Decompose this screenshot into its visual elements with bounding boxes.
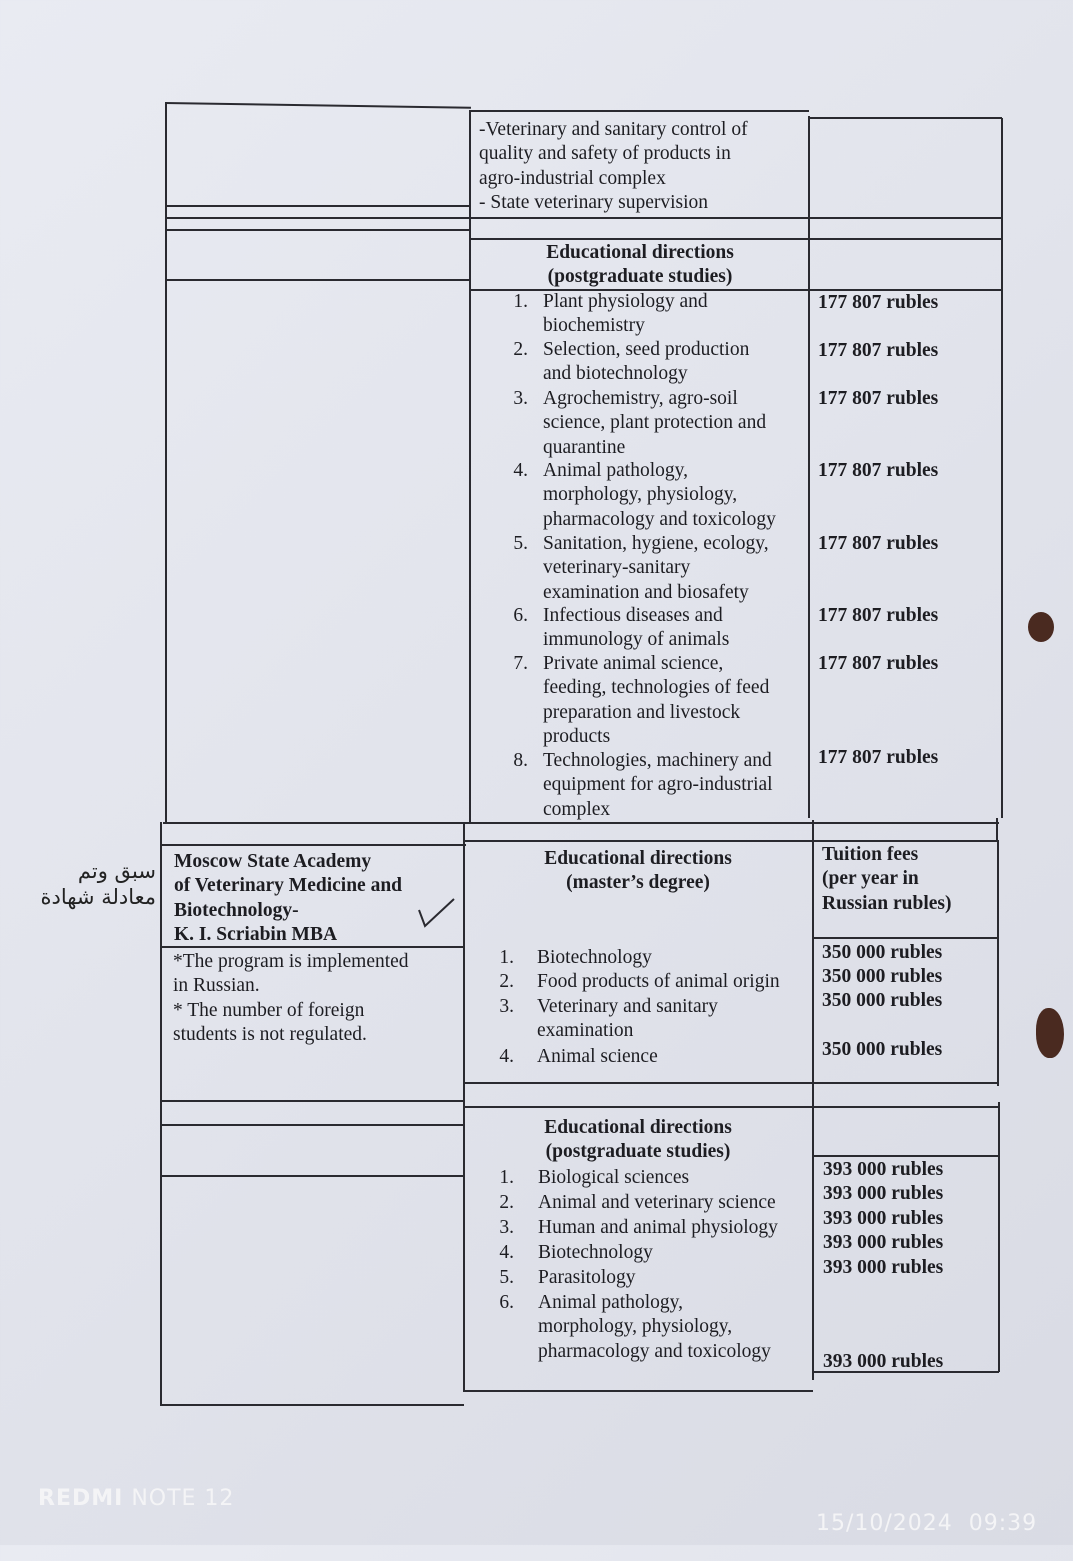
list-number: 2. (499, 1192, 514, 1213)
row-line-p (812, 1155, 999, 1157)
list-item-line: Animal pathology, (538, 1292, 683, 1313)
tuition-fee: 177 807 rubles (818, 653, 939, 674)
list-number: 7. (513, 653, 528, 674)
tuition-fee: 177 807 rubles (818, 460, 939, 481)
tuition-fee: 393 000 rubles (823, 1351, 944, 1372)
fee-header-line: Russian rubles) (822, 892, 952, 914)
list-item-line: Biological sciences (538, 1167, 690, 1188)
list-item-line: Animal pathology, (543, 460, 688, 481)
table-border-right-lower-1 (997, 840, 999, 1086)
ink-stain (1028, 612, 1054, 642)
list-item-line: Food products of animal origin (537, 971, 780, 992)
list-number: 6. (499, 1292, 514, 1313)
section-header-line: (postgraduate studies) (545, 1141, 731, 1163)
row-line-top-mid (469, 110, 809, 112)
list-number: 5. (513, 533, 528, 554)
list-item-text (543, 459, 776, 532)
university-name-line: Biotechnology- (174, 899, 299, 921)
tuition-fee: 177 807 rubles (818, 340, 939, 361)
section-header-line: Educational directions (544, 848, 732, 869)
row-line-q (160, 1175, 464, 1177)
row-line-i (463, 840, 998, 842)
list-item-line: examination (537, 1020, 634, 1042)
tuition-fee: 177 807 rubles (818, 388, 939, 409)
row-line-top-right (808, 117, 1002, 119)
list-item-line: immunology of animals (543, 629, 730, 651)
fee-header-line: Tuition fees (822, 844, 919, 865)
specialty-line: - State veterinary supervision (479, 191, 709, 213)
list-item-text (538, 1266, 636, 1290)
list-number: 2. (513, 339, 528, 360)
list-item-line: Animal science (537, 1046, 658, 1067)
list-item-line: Animal and veterinary science (538, 1192, 776, 1213)
list-number: 2. (499, 971, 514, 992)
row-line-bottom (160, 1404, 464, 1406)
list-item-line: morphology, physiology, (543, 484, 738, 506)
table-border-left-upper (165, 102, 167, 822)
tuition-fee: 350 000 rubles (822, 966, 943, 987)
list-item-text (538, 1291, 771, 1364)
handwritten-line: سبق وتم (77, 859, 156, 883)
device-model: NOTE 12 (131, 1486, 235, 1511)
device-brand: REDMI (38, 1486, 124, 1511)
list-item-line: equipment for agro-industrial (543, 774, 773, 796)
university-name-line: of Veterinary Medicine and (174, 875, 403, 897)
list-number: 1. (499, 947, 514, 968)
section-header-line: Educational directions (546, 242, 734, 263)
list-item-line: Biotechnology (538, 1242, 653, 1263)
list-number: 8. (513, 750, 528, 771)
list-item-text (543, 604, 729, 653)
specialty-text (479, 118, 748, 215)
list-item-line: Selection, seed production (543, 339, 750, 360)
list-item-text (537, 946, 652, 970)
row-line-k (812, 937, 998, 939)
list-item-line: examination and biosafety (543, 581, 749, 603)
note-line: students is not regulated. (173, 1023, 367, 1045)
list-item-line: Infectious diseases and (543, 605, 723, 626)
specialty-line: -Veterinary and sanitary control of (479, 119, 748, 140)
row-line-h (160, 844, 466, 846)
row-line-b (165, 217, 1001, 219)
list-item-line: products (543, 725, 611, 747)
tuition-fee: 393 000 rubles (823, 1257, 944, 1278)
table-border-right-upper (1001, 118, 1003, 818)
list-item-text (543, 387, 766, 460)
note-line: in Russian. (173, 975, 260, 997)
row-line-top-left (165, 102, 471, 108)
tuition-fee: 177 807 rubles (818, 292, 939, 313)
university-name-line: K. I. Scriabin MBA (174, 923, 338, 945)
list-item-line: and biotechnology (543, 363, 688, 385)
ink-stain (1036, 1008, 1064, 1058)
section-header-postgraduate-2 (464, 1116, 812, 1165)
list-item-line: complex (543, 798, 611, 820)
photo-datetime: 15/10/2024 09:39 (815, 1511, 1038, 1536)
list-item-line: Sanitation, hygiene, ecology, (543, 533, 769, 554)
section-header-masters (464, 847, 812, 896)
camera-watermark-brand (38, 1486, 234, 1511)
list-item-line: biochemistry (543, 315, 645, 337)
fee-header-line: (per year in (822, 868, 919, 890)
list-number: 3. (499, 1217, 514, 1238)
list-number: 4. (499, 1046, 514, 1067)
tuition-fee: 393 000 rubles (823, 1208, 944, 1229)
section-header-line: (master’s degree) (566, 872, 710, 894)
list-item-line: feeding, technologies of feed (543, 677, 770, 699)
list-item-text (543, 749, 773, 822)
list-number: 1. (513, 291, 528, 312)
list-item-text (538, 1241, 653, 1265)
list-item-line: morphology, physiology, (538, 1316, 733, 1338)
handwritten-annotation (6, 858, 156, 910)
row-line-s (463, 1390, 813, 1392)
list-item-line: Parasitology (538, 1267, 636, 1288)
list-number: 5. (499, 1267, 514, 1288)
list-number: 1. (499, 1167, 514, 1188)
tuition-fee: 177 807 rubles (818, 533, 939, 554)
list-item-text (538, 1191, 776, 1215)
list-number: 3. (513, 388, 528, 409)
list-item-line: preparation and livestock (543, 701, 741, 723)
row-line-a (165, 205, 469, 207)
row-line-l (463, 1082, 999, 1084)
tuition-fee: 177 807 rubles (818, 747, 939, 768)
tuition-fee: 393 000 rubles (823, 1159, 944, 1180)
section-header-line: (postgraduate studies) (547, 266, 733, 288)
list-item-text (538, 1216, 778, 1240)
tuition-fees-header (822, 843, 952, 916)
list-item-line: veterinary-sanitary (543, 557, 691, 579)
list-item-text (543, 532, 769, 605)
camera-watermark-datetime (784, 1486, 1037, 1561)
handwritten-line: معادلة شهادة (40, 885, 156, 909)
university-name (174, 850, 402, 947)
row-line-e (165, 279, 469, 281)
list-item-line: pharmacology and toxicology (543, 508, 776, 530)
checkmark-icon (416, 896, 456, 932)
tuition-fee: 350 000 rubles (822, 1039, 943, 1060)
tuition-fee: 350 000 rubles (822, 942, 943, 963)
note-line: *The program is implemented (173, 951, 409, 972)
column-divider-2-upper (808, 116, 810, 818)
row-line-c (165, 229, 469, 231)
list-item-text (537, 995, 718, 1044)
list-item-line: Biotechnology (537, 947, 652, 968)
tuition-fee: 177 807 rubles (818, 605, 939, 626)
row-line-n (463, 1106, 999, 1108)
list-item-line: Plant physiology and (543, 291, 708, 312)
note-line: * The number of foreign (173, 999, 365, 1021)
list-item-line: Private animal science, (543, 653, 724, 674)
tuition-fee: 350 000 rubles (822, 990, 943, 1011)
row-line-d (469, 238, 1001, 240)
list-item-text (543, 338, 749, 387)
university-name-line: Moscow State Academy (174, 851, 372, 872)
list-item-text (543, 290, 708, 339)
column-divider-2-lower (812, 820, 814, 1380)
tuition-fee: 393 000 rubles (823, 1183, 944, 1204)
specialty-line: agro-industrial complex (479, 167, 666, 189)
section-header-postgraduate-1 (470, 241, 810, 290)
table-border-left-lower (160, 822, 162, 1405)
list-item-text (537, 1045, 658, 1069)
list-item-line: science, plant protection and (543, 412, 767, 434)
list-item-text (537, 970, 780, 994)
row-line-g (163, 822, 999, 824)
list-number: 4. (499, 1242, 514, 1263)
row-line-o (160, 1124, 464, 1126)
list-item-line: quarantine (543, 436, 626, 458)
list-item-text (538, 1166, 689, 1190)
row-line-m (160, 1100, 464, 1102)
specialty-line: quality and safety of products in (479, 143, 731, 165)
list-number: 4. (513, 460, 528, 481)
program-notes (173, 950, 409, 1047)
section-header-line: Educational directions (544, 1117, 732, 1138)
list-item-line: Human and animal physiology (538, 1217, 778, 1238)
list-item-line: Technologies, machinery and (543, 750, 772, 771)
table-border-right-lower-2 (998, 1102, 1000, 1372)
list-item-text (543, 652, 769, 749)
list-number: 6. (513, 605, 528, 626)
tuition-fee: 393 000 rubles (823, 1232, 944, 1253)
list-item-line: Agrochemistry, agro-soil (543, 388, 738, 409)
list-item-line: pharmacology and toxicology (538, 1340, 771, 1362)
list-item-line: Veterinary and sanitary (537, 996, 718, 1017)
list-number: 3. (499, 996, 514, 1017)
